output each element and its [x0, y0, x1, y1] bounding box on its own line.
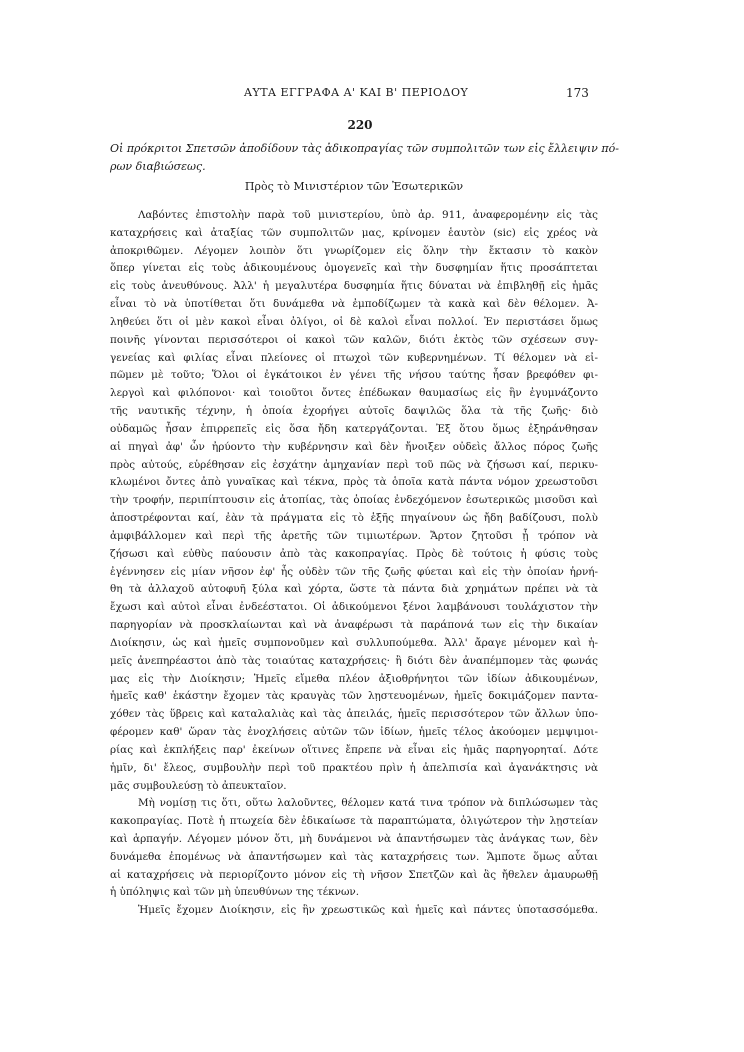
body-line: κακοπραγίας. Ποτὲ ἡ πτωχεία δὲν ἐδικαίωσε τὰ παραπτώματα, ὀλιγώτερον τὴν λῃστείαν — [110, 815, 598, 828]
body-line: ἡ ὑπόληψις καὶ τῶν μὴ ὑπευθύνων της τέκνων. — [110, 886, 360, 899]
body-line: ἔχωσι καὶ αὐτοὶ εἶναι ἐνδεέστατοι. Οἱ ἀδικούμενοι ξένοι λαμβάνουσι τουλάχιστον τὴν — [110, 601, 598, 614]
body-line: ποινῆς γίνονται περισσότεροι οἱ κακοὶ τῶν καλῶν, διότι ἐκτὸς τῶν σχέσεων συγ- — [110, 333, 598, 346]
body-line: φέρομεν καθ' ὥραν τὰς ἐνοχλήσεις αὐτῶν τῶν ἰδίων, ἡμεῖς τέλος ἀκούομεν μεμψιμοι- — [110, 726, 598, 739]
summary-line: ρων διαβιώσεως. — [110, 160, 206, 173]
body-line: ἀποστρέφονται καί, ἐὰν τὰ πράγματα εἰς τὸ ἑξῆς πηγαίνουν ὡς ἤδη βαδίζουσι, πολὺ — [110, 512, 598, 525]
body-line: γενείας καὶ φιλίας εἶναι πλείονες οἱ πτωχοὶ τῶν κυβερνημένων. Τί θέλομεν νὰ εἰ- — [110, 351, 598, 364]
body-line: εἰς τοὺς ἀνευθύνους. Ἀλλ' ἡ μεγαλυτέρα δυσφημία ἥτις δύναται νὰ ἐπιβληθῇ εἰς ἡμᾶς — [110, 280, 598, 293]
body-line: ἀποκριθῶμεν. Λέγομεν λοιπὸν ὅτι γνωρίζομεν εἰς ὅλην τὴν ἔκτασιν τὸ κακὸν — [110, 244, 598, 257]
body-line: δυνάμεθα ἐπομένως νὰ ἀπαντήσωμεν καὶ τὰς καταχρήσεις των. Ἄμποτε ὅμως αὗται — [110, 850, 598, 863]
body-line: καὶ ἁρπαγήν. Λέγομεν μόνον ὅτι, μὴ δυνάμενοι νὰ ἀπαντήσωμεν τὰς ἀνάγκας των, δὲν — [110, 832, 598, 845]
body-line: ρίας καὶ ἐκπλήξεις παρ' ἐκείνων οἵτινες ἔπρεπε νὰ εἶναι εἰς ἡμᾶς παρηγορηταί. Δότε — [110, 743, 598, 756]
body-line: ἐγέννησεν εἰς μίαν νῆσον ἐφ' ἧς οὐδὲν τῶν τῆς ζωῆς φύεται καὶ εἰς τὴν ὁποίαν ἠρνή- — [110, 565, 598, 578]
body-line: κλωμένοι ὄντες ἀπὸ γυναῖκας καὶ τέκνα, πρὸς τὰ ὁποῖα κατὰ πάντα νόμον χρεωστοῦσι — [110, 476, 598, 489]
body-line: πῶμεν μὲ τοῦτο; Ὅλοι οἱ ἐγκάτοικοι ἐν γένει τῆς νήσου ταύτης ἦσαν βρεφόθεν φι- — [110, 369, 598, 382]
page-number: 173 — [566, 86, 589, 100]
body-line: Μὴ νομίσῃ τις ὅτι, οὕτω λαλοῦντες, θέλομεν κατά τινα τρόπον νὰ διπλώσωμεν τὰς — [138, 797, 598, 810]
body-line: αἱ πηγαὶ ἀφ' ὧν ἠρύοντο τὴν κυβέρνησιν καὶ δὲν ἤνοιξεν οὐδεὶς ἄλλος πόρος ζωῆς — [110, 440, 598, 453]
body-line: παρηγορίαν νὰ προσκλαίωνται καὶ νὰ ἀναφέρωσι τὰ παράπονά των εἰς τὴν δικαίαν — [110, 619, 598, 632]
body-line: Ἡμεῖς ἔχομεν Διοίκησιν, εἰς ἣν χρεωστικῶς καὶ ἡμεῖς καὶ πάντες ὑποτασσόμεθα. — [138, 904, 598, 917]
running-title: ΑΥΤΑ ΕΓΓΡΑΦΑ Α' ΚΑΙ Β' ΠΕΡΙΟΔΟΥ — [244, 86, 469, 99]
body-line: ἀμφιβάλλομεν καὶ περὶ τῆς ἀρετῆς τῶν τιμιωτέρων. Ἄρτον ζητοῦσι ᾗ τρόπον νὰ — [110, 529, 598, 542]
body-line: αἱ καταχρήσεις νὰ περιορίζοντο μόνον εἰς τὴ νῆσον Σπετζῶν καὶ ἂς ἤθελεν ἀμαυρωθῇ — [110, 868, 598, 881]
body-line: ζήσωσι καὶ εὐθὺς παύουσιν ἀπὸ τὰς κακοπραγίας. Πρὸς δὲ τούτοις ἡ φύσις τοὺς — [110, 547, 598, 560]
addressee-heading: Πρὸς τὸ Μινιστέριον τῶν Ἐσωτερικῶν — [244, 180, 464, 193]
body-line: ἡμεῖς καθ' ἑκάστην ἔχομεν τὰς κραυγὰς τῶν λῃστευομένων, ἡμεῖς δοκιμάζομεν παντα- — [110, 690, 598, 703]
body-line: ληθεύει ὅτι οἱ μὲν κακοὶ εἶναι ὀλίγοι, οἱ δὲ καλοὶ εἶναι πολλοί. Ἐν περιστάσει ὅμως — [110, 315, 598, 328]
body-line: οὐδαμῶς ἦσαν ἐπιρρεπεῖς εἰς ὅσα ἤδη κατεργάζονται. Ἐξ ὅτου ὅμως ἐξηράνθησαν — [110, 422, 598, 435]
body-line: ἡμῖν, δι' ἔλεος, συμβουλὴν περὶ τοῦ πρακτέου πρὶν ἡ ἀπελπισία καὶ ἀγανάκτησις νὰ — [110, 761, 598, 774]
body-line: Διοίκησιν, ὡς καὶ ἡμεῖς συμπονοῦμεν καὶ συλλυπούμεθα. Ἀλλ' ἄραγε μένομεν καὶ ἡ- — [110, 636, 598, 649]
document-number: 220 — [347, 118, 373, 132]
body-line: θη τὰ ἀλλαχοῦ αὐτοφυῆ ξύλα καὶ χόρτα, ὥστε τὰ πάντα διὰ χρημάτων πρέπει νὰ τὰ — [110, 583, 598, 596]
body-line: πρὸς αὐτούς, εὑρέθησαν εἰς ἐσχάτην ἀμηχανίαν περὶ τοῦ πῶς νὰ ζήσωσι καί, περικυ- — [110, 458, 598, 471]
body-line: τὴν τροφήν, περιπίπτουσιν εἰς ἀτοπίας, τὰς ὁποίας ἐνδεχόμενον ἐσωτερικῶς μισοῦσι καὶ — [110, 494, 598, 507]
body-line: εἶναι τὸ νὰ ὑποτίθεται ὅτι δυνάμεθα νὰ ἐμποδίζωμεν τὰ κακὰ καὶ δὲν θέλομεν. Ἀ- — [110, 298, 598, 311]
body-line: τῆς ναυτικῆς τέχνην, ἡ ὁποία ἐχορήγει αὐτοῖς δαψιλῶς ὅλα τὰ τῆς ζωῆς· διὸ — [110, 405, 598, 418]
body-line: λεργοὶ καὶ φιλόπονοι· καὶ τοιοῦτοι ὄντες ἐπέδωκαν θαυμασίως εἰς ἣν ἐγυμνάζοντο — [110, 387, 598, 400]
letter-body — [110, 207, 598, 920]
body-line: Λαβόντες ἐπιστολὴν παρὰ τοῦ μινιστερίου, ὑπὸ ἀρ. 911, ἀναφερομένην εἰς τὰς — [138, 209, 598, 221]
body-line: μεῖς ἀνεπηρέαστοι ἀπὸ τὰς τοιαύτας καταχρήσεις· ἢ διότι δὲν ἀναπέμπομεν τὰς φωνάς — [110, 654, 598, 667]
body-line: ὅπερ γίνεται εἰς τοὺς ἀδικουμένους ὁμογενεῖς καὶ τὴν δυσφημίαν ἥτις προσάπτεται — [110, 262, 598, 275]
summary-line: Οἱ πρόκριτοι Σπετσῶν ἀποδίδουν τὰς ἀδικοπραγίας τῶν συμπολιτῶν των εἰς ἔλλειψιν πό- — [110, 142, 619, 155]
body-line: χόθεν τὰς ὕβρεις καὶ καταλαλιὰς καὶ τὰς ἀπειλάς, ἡμεῖς περισσότερον τῶν ἄλλων ὑπο- — [110, 708, 598, 721]
document-summary — [110, 140, 619, 176]
body-line: μᾶς συμβουλεύσῃ τὸ ἀπευκταῖον. — [110, 779, 287, 792]
body-line: μας εἰς τὴν Διοίκησιν; Ἡμεῖς εἴμεθα πλέον ἀξιοθρήνητοι τῶν ἰδίων ἀδικουμένων, — [110, 672, 598, 685]
body-line: καταχρήσεις καὶ ἀταξίας τῶν συμπολιτῶν μας, κρίνομεν ἑαυτὸν (sic) εἰς χρέος νὰ — [110, 226, 598, 239]
